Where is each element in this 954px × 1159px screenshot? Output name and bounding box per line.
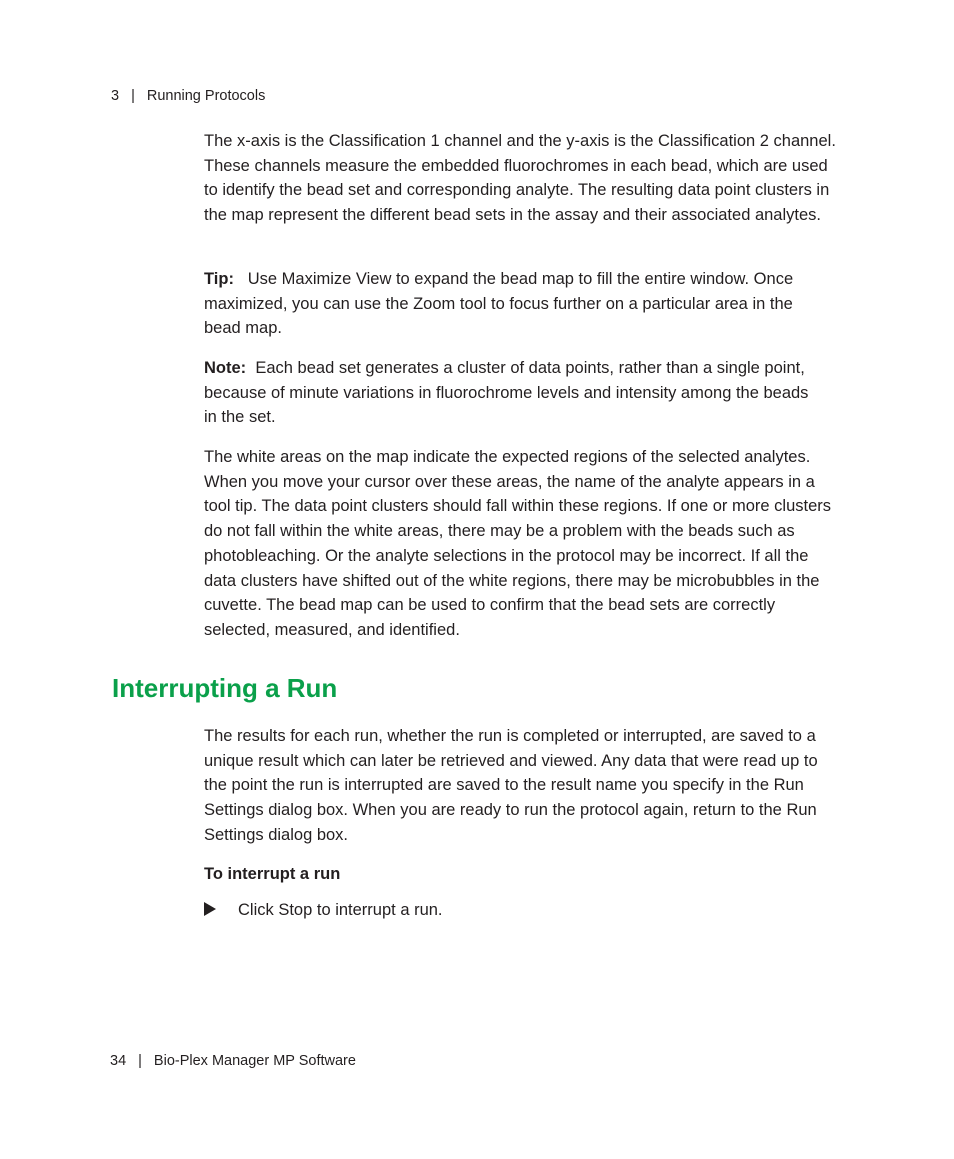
tip-text: Use Maximize View to expand the bead map to fill the entire window. Once maximized, you can use the Zoom tool to focus further on a particular area in the bead map. xyxy=(204,270,794,338)
triangle-right-icon xyxy=(204,902,216,916)
page-number: 34 xyxy=(110,1053,127,1069)
tip-label: Tip: xyxy=(204,270,234,288)
tip-callout xyxy=(204,267,814,341)
section-heading: Interrupting a Run xyxy=(112,673,338,703)
chapter-number: 3 xyxy=(111,88,120,104)
note-callout xyxy=(204,356,814,430)
footer-separator: | xyxy=(138,1053,142,1069)
paragraph-white-areas: The white areas on the map indicate the expected regions of the selected analytes. When you move your cursor over these areas, the name of the analyte appears in a tool tip. The data point clusters should fall within these regions. If one or more clusters do not fall within the white areas, there may be a problem with the beads such as photobleaching. Or the analyte selections in the protocol may be incorrect. If all the data clusters have shifted out of the white regions, there may be microbubbles in the cuvette. The bead map can be used to confirm that the bead sets are correctly selected, measured, and identified. xyxy=(204,448,832,639)
chapter-title: Running Protocols xyxy=(146,88,266,104)
paragraph-results: The results for each run, whether the run is completed or interrupted, are saved to a unique result which can later be retrieved and viewed. Any data that were read up to the point the run is interrupted are saved to the result name you specify in the Run Settings dialog box. When you are ready to run the protocol again, return to the Run Settings dialog box. xyxy=(204,727,818,844)
header-separator: | xyxy=(131,88,135,104)
step-text: Click Stop to interrupt a run. xyxy=(238,901,443,919)
running-footer xyxy=(110,1052,356,1070)
note-text: Each bead set generates a cluster of data points, rather than a single point, because of minute variations in fluorochrome levels and intensity among the beads in the set. xyxy=(204,359,809,427)
paragraph-axes: The x-axis is the Classification 1 channel and the y-axis is the Classification 2 channel. These channels measure the embedded fluorochromes in each bead, which are used to identify the bead set and corresponding analyte. The resulting data point clusters in the map represent the different bead sets in the assay and their associated analytes. xyxy=(204,132,836,225)
procedure-heading: To interrupt a run xyxy=(204,865,341,883)
product-name: Bio-Plex Manager MP Software xyxy=(153,1053,356,1069)
procedure-step xyxy=(204,898,443,923)
note-label: Note: xyxy=(204,359,247,377)
running-header xyxy=(111,87,265,105)
